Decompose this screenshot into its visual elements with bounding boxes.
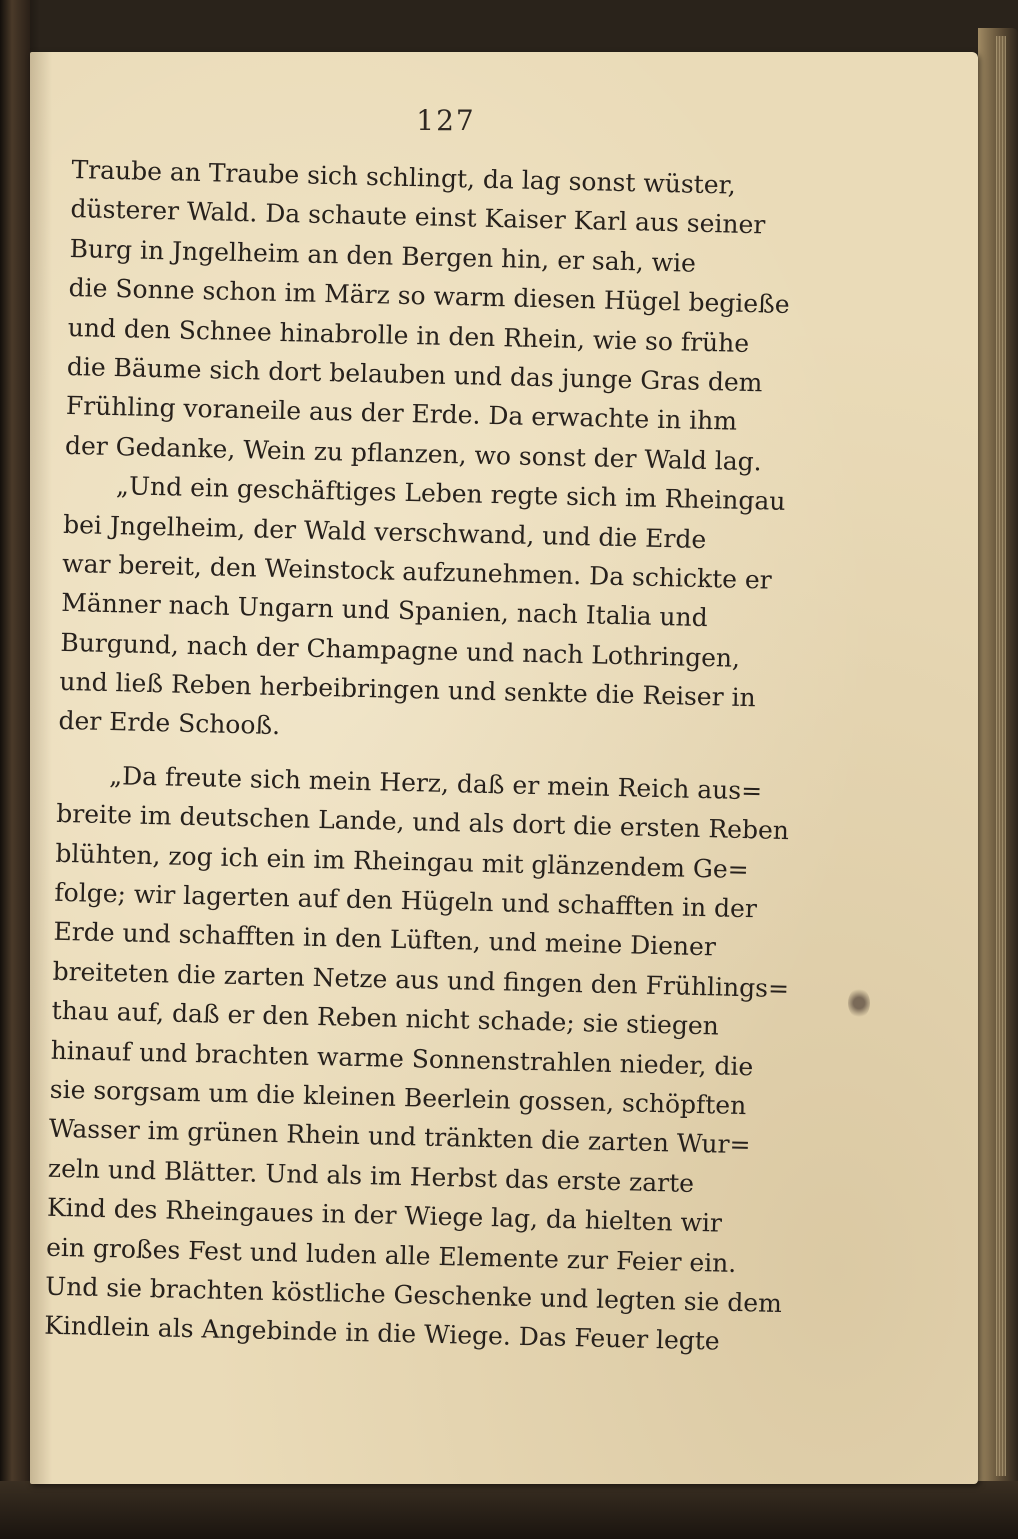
- paper-stain: [848, 988, 870, 1018]
- text-line: Und sie brachten köstliche Geschenke und legten sie dem: [44, 1271, 783, 1318]
- text-line: sie sorgsam um die kleinen Beerlein gossen, schöpften: [49, 1074, 747, 1121]
- text-line: und ließ Reben herbeibringen und senkte die Reiser in: [59, 666, 756, 713]
- text-line: Frühling voraneile aus der Erde. Da erwachte in ihm: [65, 391, 738, 437]
- text-line: die Sonne schon im März so warm diesen Hügel begieße: [68, 273, 790, 320]
- text-line: breite im deutschen Lande, und als dort die ersten Reben: [56, 799, 790, 846]
- text-line: Kindlein als Angebinde in die Wiege. Das Feuer legte: [43, 1311, 720, 1356]
- page-text: [44, 150, 804, 1363]
- text-line: Erde und schafften in den Lüften, und meine Diener: [53, 917, 717, 962]
- text-line: war bereit, den Weinstock aufzunehmen. Da schickte er: [61, 548, 773, 595]
- text-line: düsterer Wald. Da schaute einst Kaiser Karl aus seiner: [70, 194, 766, 240]
- text-line: Wasser im grünen Rhein und tränkten die zarten Wur=: [48, 1114, 751, 1160]
- text-line: Burg in Jngelheim an den Bergen hin, er sah, wie: [69, 233, 697, 278]
- book-cover-bottom: [0, 1481, 1018, 1539]
- text-line: Traube an Traube sich schlingt, da lag sonst wüster,: [71, 154, 737, 200]
- text-line: bei Jngelheim, der Wald verschwand, und die Erde: [62, 509, 707, 554]
- text-line: Burgund, nach der Champagne und nach Lothringen,: [60, 627, 741, 673]
- text-line: ein großes Fest und luden alle Elemente zur Feier ein.: [45, 1232, 737, 1278]
- text-line: blühten, zog ich ein im Rheingau mit glänzendem Ge=: [55, 838, 750, 884]
- text-line: thau auf, daß er den Reben nicht schade; sie stiegen: [51, 995, 720, 1041]
- paragraph-start-line: „Und ein geschäftiges Leben regte sich im Rheingau: [115, 471, 786, 517]
- text-line: die Bäume sich dort belauben und das junge Gras dem: [66, 351, 763, 398]
- book-binding-left: [0, 0, 30, 1539]
- text-line: und den Schnee hinabrolle in den Rhein, wie so frühe: [67, 312, 750, 358]
- text-line: folge; wir lagerten auf den Hügeln und schafften in der: [54, 877, 758, 924]
- text-line: Männer nach Ungarn und Spanien, nach Italia und: [60, 588, 709, 633]
- text-line: Kind des Rheingaues in der Wiege lag, da hielten wir: [46, 1192, 723, 1238]
- page-edges-texture: [996, 36, 1006, 1476]
- text-line: breiteten die zarten Netze aus und fingen den Frühlings=: [52, 956, 790, 1003]
- paragraph-start-line: „Da freute sich mein Herz, daß er mein Reich aus=: [108, 760, 763, 806]
- text-line: zeln und Blätter. Und als im Herbst das erste zarte: [47, 1153, 695, 1198]
- text-line: der Gedanke, Wein zu pflanzen, wo sonst der Wald lag.: [64, 430, 762, 477]
- text-line: hinauf und brachten warme Sonnenstrahlen nieder, die: [50, 1035, 754, 1081]
- text-line: der Erde Schooß.: [58, 706, 281, 741]
- page-number: 127: [416, 104, 476, 137]
